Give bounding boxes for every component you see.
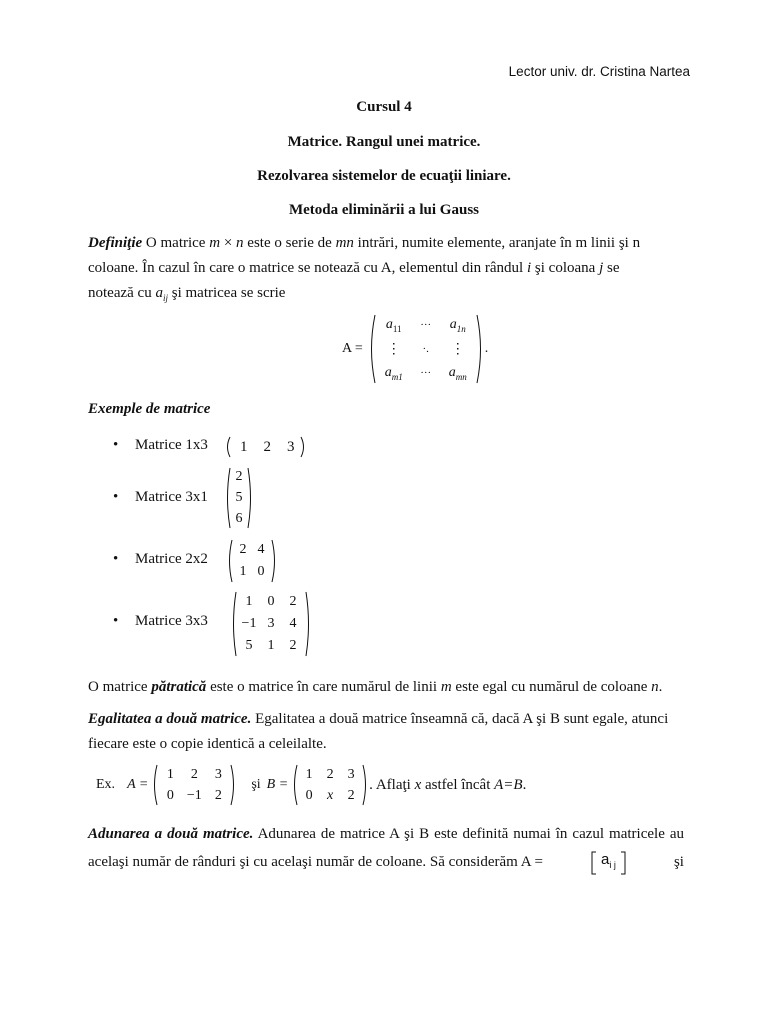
course-title: Cursul 4 [356,99,412,115]
bullet: • [113,437,119,453]
matrix-2x2: 2 4 1 0 [226,537,278,585]
square-matrix-paragraph: O matrice pătratică este o matrice în care numărul de linii m este egal cu numărul de coloane n. [88,679,663,695]
author-header: Lector univ. dr. Cristina Nartea [508,64,690,79]
title-line-1: Matrice. Rangul unei matrice. [287,134,481,150]
title-line-2: Rezolvarea sistemelor de ecuaţii liniare. [257,168,511,184]
addition-paragraph: Adunarea a două matrice. Adunarea de matrice A şi B este definită numai în cazul matricele au acelaşi număr de rânduri şi cu acelaşi număr de coloane. Să considerăm A = $a_{i j}$ şi [88,822,684,878]
left-paren [367,313,377,385]
matrix-3x1: 2 5 6 [224,465,254,531]
right-paren [475,313,485,385]
bullet: • [113,613,119,629]
definition-paragraph: Definiţie O matrice m × n este o serie de mn intrări, numite elemente, aranjate în m linii şi n coloane. În cazul în care o matrice se notează cu A, elementul din rândul i şi coloana j se notează cu $a_{ij}$ şi matricea se scrie [88,235,641,303]
matrix-1x3: 1 2 3 [224,434,307,460]
examples-heading: Exemple de matrice [88,401,211,417]
example-label-3x3: Matrice 3x3 [135,613,208,629]
equality-example: Ex. A = 1 2 3 0 −1 2 şi B = 1 2 3 0 x 2 . Aflaţi x astfel încât A=B. [96,762,526,808]
aij-bracket: $a_{i j}$ [591,847,626,878]
matrix-3x3: 1 0 2 −1 3 4 5 1 2 [230,589,312,659]
example-label-1x3: Matrice 1x3 [135,437,208,453]
equality-paragraph: Egalitatea a două matrice. Egalitatea a două matrice înseamnă că, dacă A şi B sunt egale, atunci fiecare este o copie identică a celeilalte. [88,711,669,752]
title-line-3: Metoda eliminării a lui Gauss [288,202,479,218]
bullet: • [113,551,119,567]
example-label-3x1: Matrice 3x1 [135,489,208,505]
general-matrix-formula: A = $a_{11}$ ··· $a_{1n}$ ⋮ ·. ⋮ $a_{m1}$ ··· $a_{mn}$ . [342,312,488,386]
bullet: • [113,489,119,505]
example-label-2x2: Matrice 2x2 [135,551,208,567]
